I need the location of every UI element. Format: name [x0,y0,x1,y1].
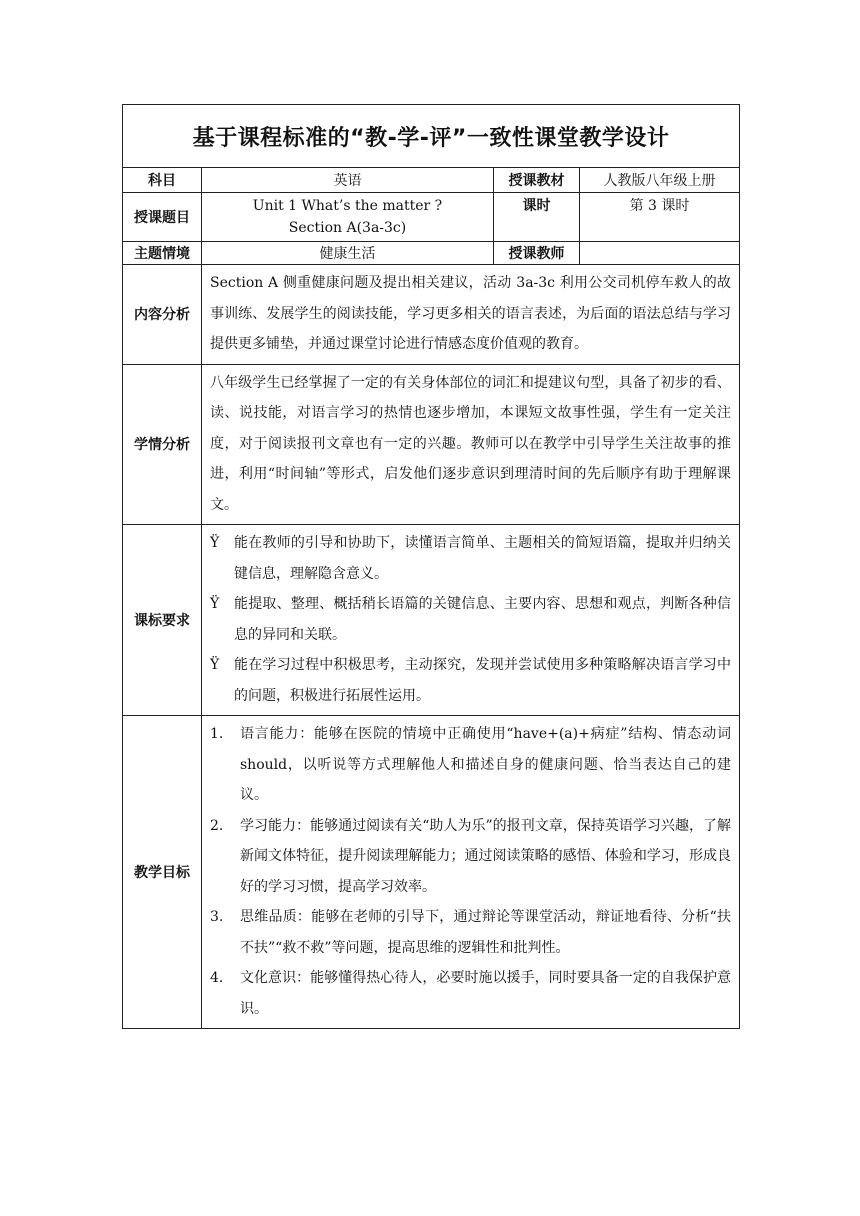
curriculum-requirements-label: 课标要求 [123,525,202,716]
goal-item [210,719,731,811]
goal-item [210,902,731,963]
teaching-goals-list [202,716,740,1029]
textbook-label: 授课教材 [494,168,580,193]
theme-label: 主题情境 [123,242,202,265]
requirement-bullet: Ÿ [210,535,220,551]
requirement-bullet: Ÿ [210,596,220,612]
topic-label: 授课题目 [123,193,202,242]
goal-text: 文化意识：能够懂得热心待人，必要时施以援手，同时要具备一定的自我保护意识。 [240,970,731,1017]
document-title: 基于课程标准的“教-学-评”一致性课堂教学设计 [123,105,740,168]
goal-number: 4. [210,970,224,986]
topic-value [202,193,494,242]
goal-number: 3. [210,909,224,925]
goal-item [210,811,731,903]
teacher-label: 授课教师 [494,242,580,265]
requirement-text: 能在教师的引导和协助下，读懂语言简单、主题相关的简短语篇，提取并归纳关键信息，理解隐含意义。 [234,535,731,582]
period-value: 第 3 课时 [580,193,740,242]
topic-line-1: Unit 1 What’s the matter ? [252,198,443,214]
content-analysis-label: 内容分析 [123,265,202,365]
curriculum-requirements-list [202,525,740,716]
requirement-item [210,589,731,650]
lesson-plan-table [122,104,740,1029]
goal-text: 语言能力：能够在医院的情境中正确使用“have+(a)+病症”结构、情态动词 should，以听说等方式理解他人和描述自身的健康问题、恰当表达自己的建议。 [240,726,731,803]
period-label: 课时 [494,193,580,242]
topic-line-2: Section A(3a-3c) [288,220,407,236]
requirement-item [210,650,731,711]
goal-text: 思维品质：能够在老师的引导下，通过辩论等课堂活动，辩证地看待、分析“扶不扶”“救不救”等问题，提高思维的逻辑性和批判性。 [240,909,731,956]
content-analysis-text: Section A 侧重健康问题及提出相关建议，活动 3a-3c 利用公交司机停车救人的故事训练、发展学生的阅读技能，学习更多相关的语言表述，为后面的语法总结与学习提供更多铺垫，并通过课堂讨论进行情感态度价值观的教育。 [202,265,740,365]
goal-number: 1. [210,726,224,742]
requirement-item [210,528,731,589]
textbook-value: 人教版八年级上册 [580,168,740,193]
goal-item [210,963,731,1024]
requirement-text: 能提取、整理、概括稍长语篇的关键信息、主要内容、思想和观点，判断各种信息的异同和关联。 [234,596,731,643]
teacher-value [580,242,740,265]
learner-analysis-label: 学情分析 [123,364,202,525]
goal-number: 2. [210,817,224,834]
teaching-goals-label: 教学目标 [123,716,202,1029]
goal-text: 学习能力：能够通过阅读有关“助人为乐”的报刊文章，保持英语学习兴趣，了解新闻文体特征，提升阅读理解能力；通过阅读策略的感悟、体验和学习，形成良好的学习习惯，提高学习效率。 [240,817,731,895]
requirement-bullet: Ÿ [210,657,220,673]
theme-value: 健康生活 [202,242,494,265]
learner-analysis-text: 八年级学生已经掌握了一定的有关身体部位的词汇和提建议句型，具备了初步的看、读、说技能，对语言学习的热情也逐步增加，本课短文故事性强，学生有一定关注度，对于阅读报刊文章也有一定的兴趣。教师可以在教学中引导学生关注故事的推进，利用“时间轴”等形式，启发他们逐步意识到理清时间的先后顺序有助于理解课文。 [202,364,740,525]
subject-value: 英语 [202,168,494,193]
subject-label: 科目 [123,168,202,193]
requirement-text: 能在学习过程中积极思考，主动探究，发现并尝试使用多种策略解决语言学习中的问题，积极进行拓展性运用。 [234,657,731,704]
